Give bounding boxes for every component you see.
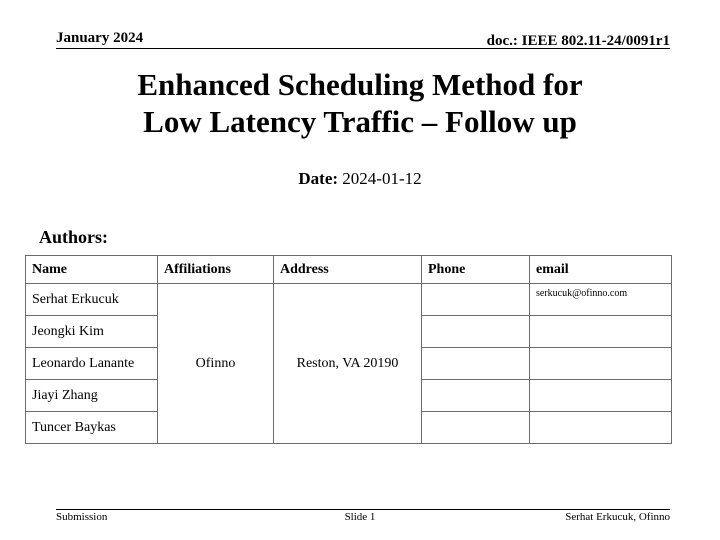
date-value: 2024-01-12 — [342, 169, 422, 188]
table-header-row — [26, 256, 672, 284]
date-line — [0, 169, 720, 189]
col-header-name: Name — [26, 256, 158, 284]
footer-submission: Submission — [56, 511, 108, 523]
title-line-1: Enhanced Scheduling Method for — [137, 67, 583, 102]
author-affiliation: Ofinno — [158, 284, 274, 444]
header-doc-id: doc.: IEEE 802.11-24/0091r1 — [486, 33, 670, 49]
author-phone — [422, 412, 530, 444]
title-line-2: Low Latency Traffic – Follow up — [143, 104, 577, 139]
table-row — [26, 284, 672, 316]
author-email — [530, 380, 672, 412]
authors-table — [25, 255, 672, 444]
author-name: Jiayi Zhang — [26, 380, 158, 412]
author-phone — [422, 284, 530, 316]
author-name: Tuncer Baykas — [26, 412, 158, 444]
author-name: Jeongki Kim — [26, 316, 158, 348]
footer-author: Serhat Erkucuk, Ofinno — [565, 511, 670, 523]
author-email — [530, 412, 672, 444]
footer-rule — [56, 509, 670, 510]
author-email — [530, 316, 672, 348]
author-name: Serhat Erkucuk — [26, 284, 158, 316]
header-rule — [56, 48, 670, 49]
authors-label: Authors: — [39, 227, 109, 247]
col-header-address: Address — [274, 256, 422, 284]
header-date: January 2024 — [56, 30, 144, 46]
col-header-phone: Phone — [422, 256, 530, 284]
author-phone — [422, 348, 530, 380]
footer-slide-number: Slide 1 — [344, 511, 376, 523]
author-email — [530, 348, 672, 380]
date-label: Date: — [298, 169, 339, 188]
col-header-affiliations: Affiliations — [158, 256, 274, 284]
author-email[interactable]: serkucuk@ofinno.com — [530, 284, 672, 316]
author-phone — [422, 380, 530, 412]
author-address: Reston, VA 20190 — [274, 284, 422, 444]
col-header-email: email — [530, 256, 672, 284]
author-name: Leonardo Lanante — [26, 348, 158, 380]
author-phone — [422, 316, 530, 348]
slide-title — [0, 66, 720, 140]
